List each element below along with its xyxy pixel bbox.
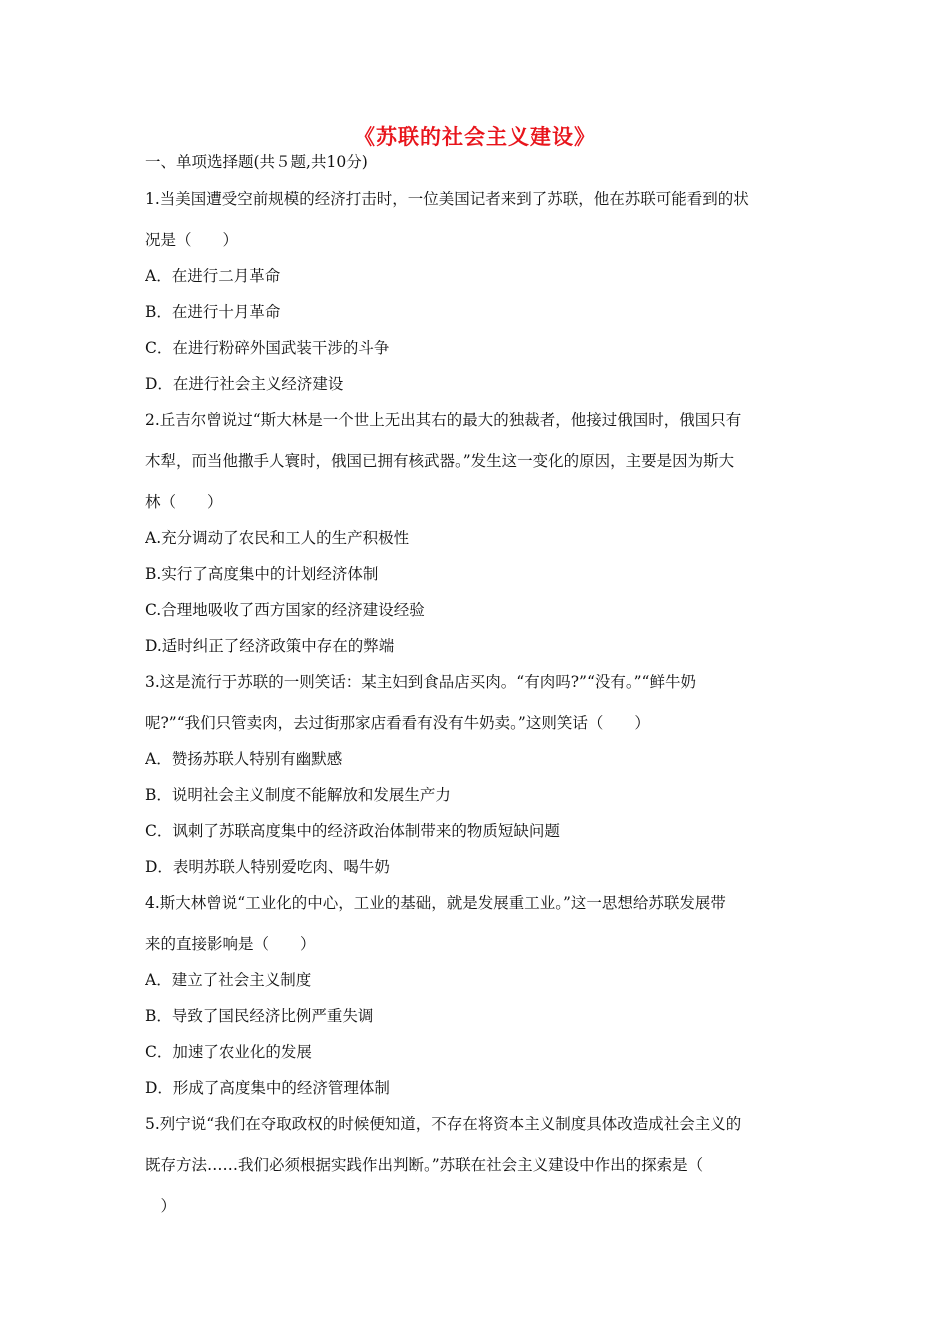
question-1-stem-line-2: 况是（ ） [145,231,239,249]
question-4-option-d: D．形成了高度集中的经济管理体制 [145,1079,390,1097]
question-2-stem-line-2: 木犁，而当他撒手人寰时，俄国已拥有核武器。”发生这一变化的原因，主要是因为斯大 [145,452,735,470]
question-1-stem-line-1: 1.当美国遭受空前规模的经济打击时，一位美国记者来到了苏联，他在苏联可能看到的状 [145,190,749,208]
question-4-stem-line-2: 来的直接影响是（ ） [145,935,316,953]
question-4-option-c: C．加速了农业化的发展 [145,1043,312,1061]
question-1-option-c: C．在进行粉碎外国武装干涉的斗争 [145,339,390,357]
question-3-option-a: A．赞扬苏联人特别有幽默感 [145,750,343,768]
question-3-option-c: C．讽刺了苏联高度集中的经济政治体制带来的物质短缺问题 [145,822,560,840]
question-5-stem-line-3: ） [145,1197,177,1215]
question-2-option-c: C.合理地吸收了西方国家的经济建设经验 [145,601,425,619]
question-1-option-d: D．在进行社会主义经济建设 [145,375,344,393]
question-3-option-b: B．说明社会主义制度不能解放和发展生产力 [145,786,451,804]
section-heading: 一、单项选择题(共５题,共10分) [145,153,368,171]
document-title: 《苏联的社会主义建设》 [354,125,596,149]
question-2-option-d: D.适时纠正了经济政策中存在的弊端 [145,637,395,655]
question-5-stem-line-1: 5.列宁说“我们在夺取政权的时候便知道，不存在将资本主义制度具体改造成社会主义的 [145,1115,742,1133]
question-4-option-a: A．建立了社会主义制度 [145,971,312,989]
question-2-option-b: B.实行了高度集中的计划经济体制 [145,565,379,583]
question-2-stem-line-1: 2.丘吉尔曾说过“斯大林是一个世上无出其右的最大的独裁者，他接过俄国时，俄国只有 [145,411,742,429]
question-3-stem-line-2: 呢?”“我们只管卖肉，去过街那家店看看有没有牛奶卖。”这则笑话（ ） [145,714,650,732]
question-2-stem-line-3: 林（ ） [145,493,223,511]
question-3-stem-line-1: 3.这是流行于苏联的一则笑话：某主妇到食品店买肉。“有肉吗?”“没有。”“鲜牛奶 [145,673,696,691]
question-3-option-d: D．表明苏联人特别爱吃肉、喝牛奶 [145,858,390,876]
question-2-option-a: A.充分调动了农民和工人的生产积极性 [145,529,410,547]
question-4-stem-line-1: 4.斯大林曾说“工业化的中心，工业的基础，就是发展重工业。”这一思想给苏联发展带 [145,894,726,912]
question-4-option-b: B．导致了国民经济比例严重失调 [145,1007,374,1025]
question-1-option-b: B．在进行十月革命 [145,303,281,321]
question-5-stem-line-2: 既存方法……我们必须根据实践作出判断。”苏联在社会主义建设中作出的探索是（ [145,1156,704,1174]
question-1-option-a: A．在进行二月革命 [145,267,281,285]
